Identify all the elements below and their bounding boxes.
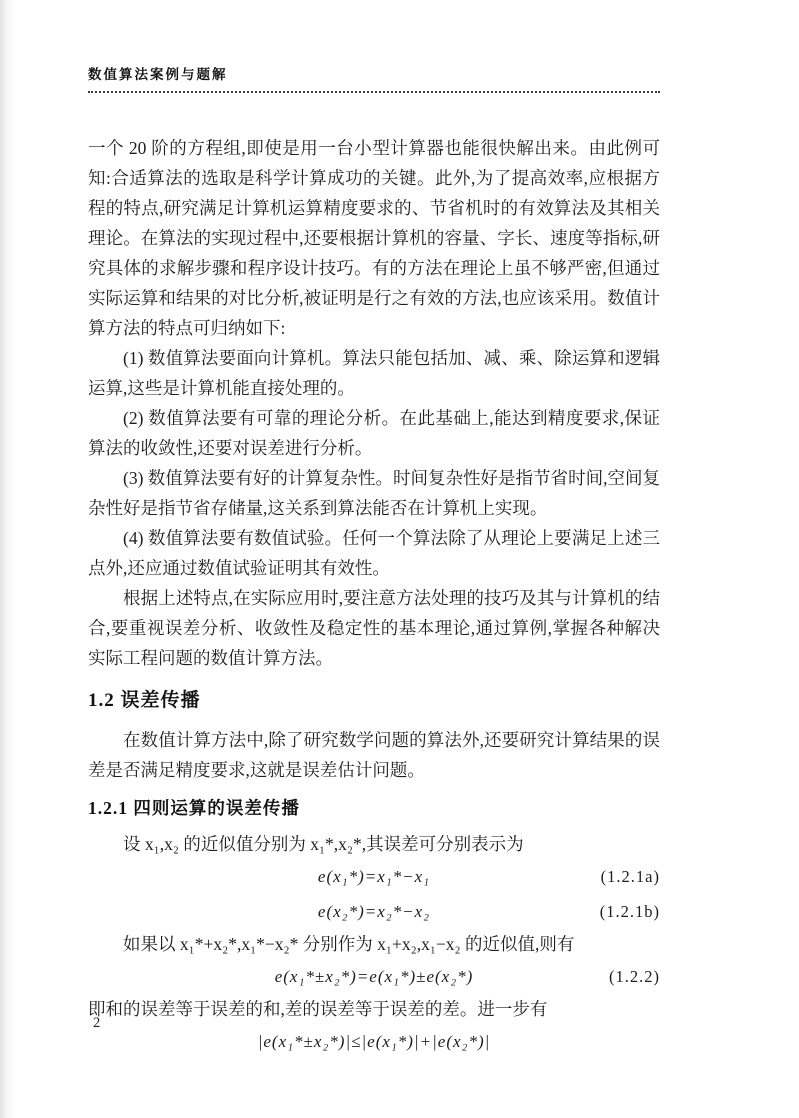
equation-row-bound <box>88 1024 660 1059</box>
dotted-rule <box>88 91 660 93</box>
numbered-point-4: (4) 数值算法要有数值试验。任何一个算法除了从理论上要满足上述三点外,还应通过数值试验证明其有效性。 <box>88 528 660 578</box>
equation-formula: e(x₂*)=x₂*−x₂ <box>317 902 431 921</box>
body-text <box>88 133 660 1059</box>
numbered-point-3: (3) 数值算法要有好的计算复杂性。时间复杂性好是指节省时间,空间复杂性好是指节省存储量,这关系到算法能否在计算机上实现。 <box>88 468 660 518</box>
equation-row-121a <box>88 859 660 894</box>
setup-paragraph: 设 x₁,x₂ 的近似值分别为 x₁*,x₂*,其误差可分别表示为 <box>123 834 524 854</box>
equation-tag: (1.2.1b) <box>599 902 660 921</box>
error-paragraph: 在数值计算方法中,除了研究数学问题的算法外,还要研究计算结果的误差是否满足精度要求,这就是误差估计问题。 <box>88 730 660 780</box>
left-gutter-shadow <box>0 0 16 1118</box>
equation-tag: (1.2.1a) <box>600 867 660 886</box>
page-content <box>88 66 660 1059</box>
running-head-title: 数值算法案例与题解 <box>88 67 228 82</box>
equation-tag: (1.2.2) <box>609 967 660 986</box>
section-heading: 1.2 误差传播 <box>88 690 201 711</box>
equation-formula: |e(x₁*±x₂*)|≤|e(x₁*)|+|e(x₂*)| <box>257 1032 491 1051</box>
equation-row-122 <box>88 959 660 994</box>
intro-paragraph: 一个 20 阶的方程组,即使是用一台小型计算器也能很快解出来。由此例可知:合适算法的选取是科学计算成功的关键。此外,为了提高效率,应根据方程的特点,研究满足计算机运算精度要求的、节省机时的有效算法及其相关理论。在算法的实现过程中,还要根据计算机的容量、字长、速度等指标,研究具体的求解步骤和程序设计技巧。有的方法在理论上虽不够严密,但通过实际运算和结果的对比分析,被证明是行之有效的方法,也应该采用。数值计算方法的特点可归纳如下: <box>88 138 660 338</box>
equation-formula: e(x₁*±x₂*)=e(x₁*)±e(x₂*) <box>274 967 474 986</box>
numbered-point-1: (1) 数值算法要面向计算机。算法只能包括加、减、乘、除运算和逻辑运算,这些是计算机能直接处理的。 <box>88 348 660 398</box>
page-number: 2 <box>93 1015 101 1031</box>
numbered-point-2: (2) 数值算法要有可靠的理论分析。在此基础上,能达到精度要求,保证算法的收敛性,还要对误差进行分析。 <box>88 408 660 458</box>
subsection-heading: 1.2.1 四则运算的误差传播 <box>88 798 300 818</box>
equation-row-121b <box>88 894 660 929</box>
summary-paragraph: 根据上述特点,在实际应用时,要注意方法处理的技巧及其与计算机的结合,要重视误差分析、收敛性及稳定性的基本理论,通过算例,掌握各种解决实际工程问题的数值计算方法。 <box>88 588 660 668</box>
conclude-paragraph: 即和的误差等于误差的和,差的误差等于误差的差。进一步有 <box>88 999 548 1019</box>
if-paragraph: 如果以 x₁*+x₂*,x₁*−x₂* 分别作为 x₁+x₂,x₁−x₂ 的近似值,则有 <box>123 934 575 954</box>
equation-formula: e(x₁*)=x₁*−x₁ <box>317 867 431 886</box>
